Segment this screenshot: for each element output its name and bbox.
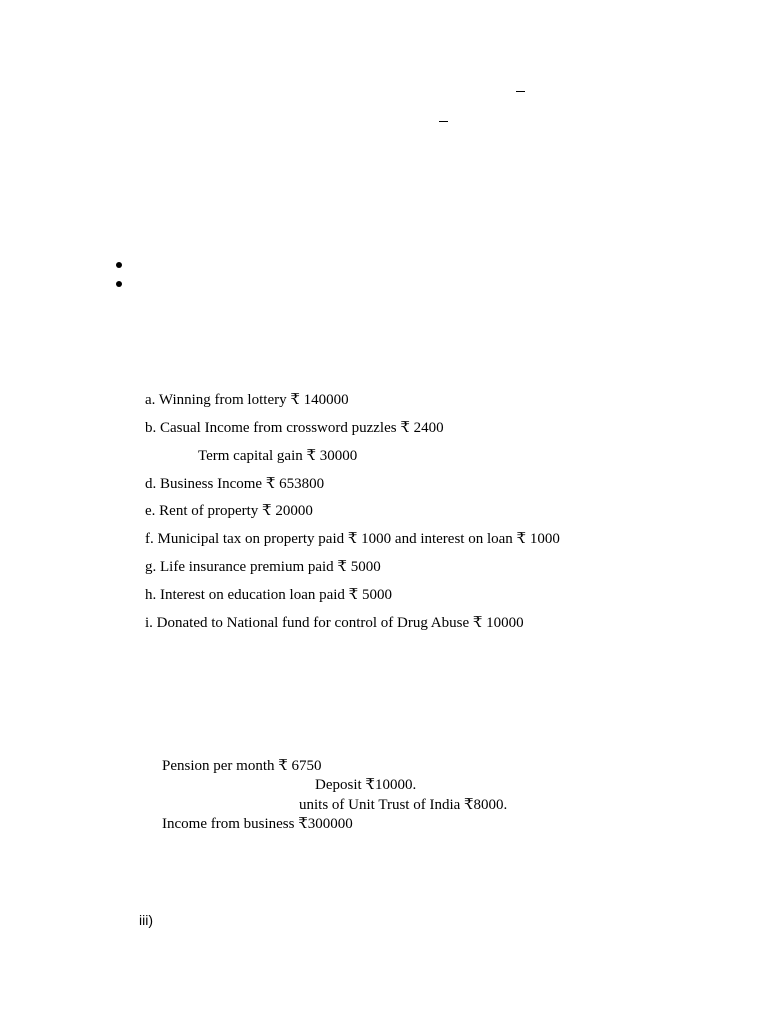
bullet-point: [116, 281, 122, 287]
dash-mark: [516, 91, 525, 92]
list-item: f. Municipal tax on property paid ₹ 1000 and interest on loan ₹ 1000: [145, 531, 560, 547]
list-item: g. Life insurance premium paid ₹ 5000: [145, 559, 381, 575]
section-label: iii): [139, 912, 153, 928]
list-item: a. Winning from lottery ₹ 140000: [145, 392, 349, 408]
list-item: Pension per month ₹ 6750: [162, 758, 322, 774]
list-item: Term capital gain ₹ 30000: [198, 448, 358, 464]
list-item: Deposit ₹10000.: [315, 777, 417, 793]
dash-mark: [439, 121, 448, 122]
list-item: d. Business Income ₹ 653800: [145, 476, 325, 492]
list-item: i. Donated to National fund for control of Drug Abuse ₹ 10000: [145, 615, 524, 631]
list-item: units of Unit Trust of India ₹8000.: [299, 797, 508, 813]
bullet-point: [116, 262, 122, 268]
list-item: e. Rent of property ₹ 20000: [145, 503, 313, 519]
list-item: Income from business ₹300000: [162, 816, 353, 832]
list-item: h. Interest on education loan paid ₹ 5000: [145, 587, 392, 603]
list-item: b. Casual Income from crossword puzzles ₹ 2400: [145, 420, 444, 436]
